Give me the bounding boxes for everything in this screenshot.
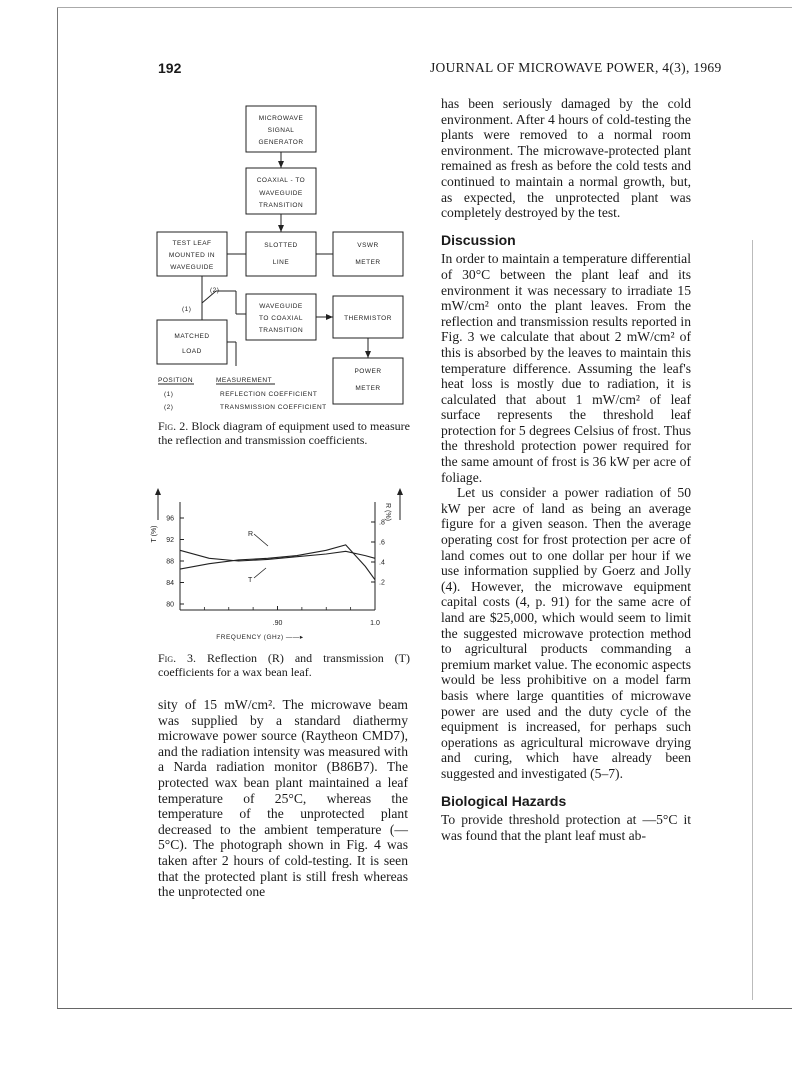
power-meter-line-2: METER xyxy=(355,385,381,392)
wg-to-coax-line-2: TO COAXIAL xyxy=(259,315,303,322)
page-edge-top xyxy=(57,7,792,8)
right-tick-label: .4 xyxy=(379,559,385,567)
figure-2-caption xyxy=(158,420,410,447)
wg-to-coax-line-3: TRANSITION xyxy=(258,327,304,334)
x-tick-label: .90 xyxy=(272,620,283,627)
right-paragraph-2: In order to maintain a temperature differential of 30°C between the plant leaf and its environment it was necessary to irradiate 15 mW/cm² onto the plant leaves. From the reflection and transmission results reported in Fig. 3 we calculate that about 2 mW/cm² of this is absorbed by the leaves to maintain this temperature difference. Assuming the leaf's heat loss is mostly due to radiation, it is calculated that about 1 mW/cm² of leaf surface represents the threshold leaf protection for 5 degrees Celsius of frost. Thus the threshold protection power required for the same amount of frost is 36 kW per acre of foliage. xyxy=(441,251,691,485)
left-tick-label: 84 xyxy=(166,580,174,587)
left-tick-label: 92 xyxy=(166,537,174,544)
test-leaf-line-1: TEST LEAF xyxy=(172,240,212,247)
right-paragraph-3: Let us consider a power radiation of 50 kW per acre of land as being an average figure for a given season. Then the average operating cost for frost protection per acre of land comes out to one dollar per hour if we use information supplied by Goerz and Jolly (4). However, the microwave equipment capital costs (4, p. 91) for the same acre of land are $25,000, which would seem to limit the suggested microwave protection method to agricultural products commanding a premium market value. The economic aspects would be less prohibitive on a model farm basis where large quantities of microwave power are used and the duty cycle of the equipment is increased, for perhaps such operations as agricultural microwave drying and curing, which have already been suggested and investigated (5–7). xyxy=(441,485,691,781)
series-label-t: T xyxy=(248,577,253,584)
page-edge-right xyxy=(752,240,753,1000)
matched-load-box xyxy=(157,320,227,364)
page-edge-bottom xyxy=(57,1008,792,1009)
x-tick-label: 1.0 xyxy=(370,620,380,627)
table-row-2-measurement: TRANSMISSION COEFFICIENT xyxy=(220,404,327,411)
journal-header: JOURNAL OF MICROWAVE POWER, 4(3), 1969 xyxy=(430,60,722,75)
vswr-line-2: METER xyxy=(355,259,381,266)
page-edge-left xyxy=(57,8,58,1008)
vswr-box xyxy=(333,232,403,276)
discussion-heading: Discussion xyxy=(441,231,516,248)
left-axis-label: T (%) xyxy=(151,525,158,543)
figure-3-caption xyxy=(158,652,410,679)
right-axis-label: R (%) xyxy=(384,503,391,521)
coax-line-2: WAVEGUIDE xyxy=(259,190,303,197)
generator-line-1: MICROWAVE xyxy=(258,115,304,122)
figure-3-label: Fig. 3. xyxy=(158,651,197,665)
test-leaf-line-2: MOUNTED IN xyxy=(168,252,216,259)
figure-3-text: Reflection (R) and transmission (T) coefficients for a wax bean leaf. xyxy=(158,651,410,679)
slotted-line-2: LINE xyxy=(272,259,290,266)
figure-2-text: Block diagram of equipment used to measure the reflection and transmission coefficients. xyxy=(158,419,410,447)
wg-to-coax-line-1: WAVEGUIDE xyxy=(259,303,303,310)
test-leaf-line-3: WAVEGUIDE xyxy=(170,264,214,271)
right-paragraph-1: has been seriously damaged by the cold environment. After 4 hours of cold-testing the plants were removed to a normal room environment. The microwave-protected plant remained as fresh as before the cold tests and continued to maintain a normal growth, but, as expected, the unprotected plant was completely destroyed by the test. xyxy=(441,96,691,221)
table-row-1-position: (1) xyxy=(164,391,174,398)
series-line-r xyxy=(180,545,375,580)
generator-line-3: GENERATOR xyxy=(258,139,304,146)
generator-line-2: SIGNAL xyxy=(267,127,295,134)
coax-line-3: TRANSITION xyxy=(258,202,304,209)
left-paragraph-1: sity of 15 mW/cm². The microwave beam was supplied by a standard diathermy microwave power source (Raytheon CMD7), and the radiation intensity was measured with a Narda radiation monitor (B86B7). The protected wax bean plant maintained a leaf temperature of 25°C, whereas the temperature of the unprotected plant decreased to the ambient temperature (—5°C). The photograph shown in Fig. 4 was taken after 2 hours of cold-testing. It is seen that the protected plant is still fresh whereas the unprotected one xyxy=(158,697,408,900)
vswr-line-1: VSWR xyxy=(357,242,379,249)
switch-label-1: (1) xyxy=(182,306,192,313)
switch-label-2: (2) xyxy=(210,287,220,294)
table-header-measurement: MEASUREMENT xyxy=(216,377,273,384)
figure-2-label: Fig. 2. xyxy=(158,419,189,433)
power-meter-line-1: POWER xyxy=(354,368,382,375)
x-axis-label-text: FREQUENCY (GHz) xyxy=(216,634,284,641)
left-column-text xyxy=(158,697,408,900)
table-header-position: POSITION xyxy=(158,377,194,384)
coax-line-1: COAXIAL - TO xyxy=(256,177,306,184)
thermistor-label: THERMISTOR xyxy=(344,315,392,322)
biological-hazards-heading: Biological Hazards xyxy=(441,792,567,809)
left-tick-label: 80 xyxy=(166,601,174,609)
slotted-line-box xyxy=(246,232,316,276)
block-diagram xyxy=(150,98,420,420)
right-paragraph-4: To provide threshold protection at —5°C it was found that the plant leaf must ab- xyxy=(441,812,691,843)
matched-load-line-2: LOAD xyxy=(182,348,202,355)
reflection-transmission-chart xyxy=(150,482,420,642)
table-row-1-measurement: REFLECTION COEFFICIENT xyxy=(220,391,318,398)
right-tick-label: .2 xyxy=(379,579,385,587)
page-number: 192 xyxy=(158,60,182,76)
series-line-t xyxy=(180,550,375,561)
series-label-r: R xyxy=(248,531,254,538)
matched-load-line-1: MATCHED xyxy=(174,333,210,340)
power-meter-box xyxy=(333,358,403,404)
right-tick-label: .6 xyxy=(379,539,385,547)
slotted-line-1: SLOTTED xyxy=(264,242,298,249)
right-tick-label: .8 xyxy=(379,519,385,527)
right-column-text xyxy=(441,96,691,843)
left-tick-label: 96 xyxy=(166,515,174,523)
table-row-2-position: (2) xyxy=(164,404,174,411)
left-tick-label: 88 xyxy=(166,558,174,566)
x-axis-label: FREQUENCY (GHz) ——▸ xyxy=(216,634,304,641)
